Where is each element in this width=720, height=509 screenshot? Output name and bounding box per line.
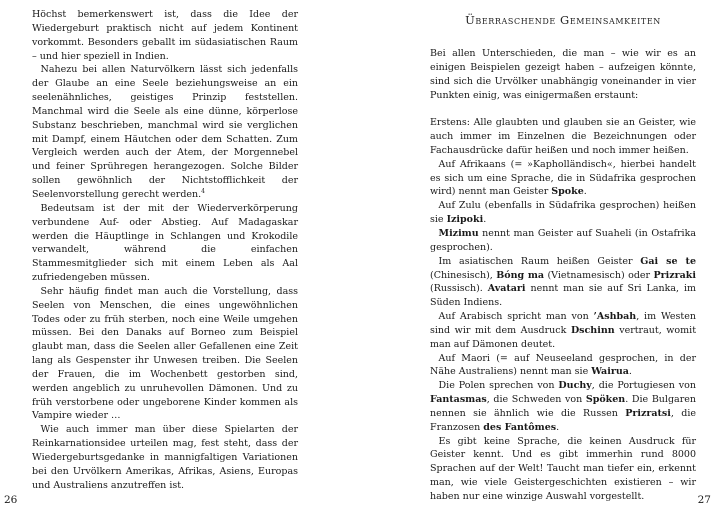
term: Izipoki [446, 214, 484, 226]
right-page [360, 0, 720, 509]
paragraph: Sehr häufig findet man auch die Vorstellung, dass Seelen von Menschen, die eines ungewöhnlichen Todes oder zu früh sterben, noch eine Weile umgehen müssen. Bei den Danaks auf Borneo zum Beispiel glaubt man, dass die Seelen aller Gefallenen eine Zeit lang als Gespenster ihr Unwesen treiben. Die Seelen der Frauen, die im Wochenbett gestorben sind, werden angeblich zu unruhevollen Dämonen. Und zu früh verstorbene oder ungeborene Kinder kommen als Vampire wieder … [32, 285, 298, 422]
term: Mizimu [438, 227, 479, 239]
term: Spöken [585, 394, 626, 406]
page-number: 27 [697, 494, 711, 506]
intro-paragraph: Bei allen Unterschieden, die man – wie wir es an einigen Beispielen gezeigt haben – aufzeigen könnte, sind sich die Urvölker unabhängig voneinander in vier Punkten einig, was einigermaßen erstaunt: [430, 48, 696, 101]
term: Fantasmas [430, 394, 487, 406]
paragraph: Mizimu nennt man Geister auf Suaheli (in Ostafrika gesprochen). [430, 227, 696, 253]
term: Avatari [487, 283, 526, 295]
footnote-marker[interactable]: 4 [201, 187, 205, 195]
term: Prizratsi [625, 407, 671, 419]
paragraph: Höchst bemerkenswert ist, dass die Idee der Wiedergeburt praktisch nicht auf jedem Kontinent vorkommt. Besonders geballt im südasiatischen Raum – und hier speziell in Indien. [32, 9, 298, 62]
paragraph: Bedeutsam ist der mit der Wiederverkörperung verbundene Auf- oder Abstieg. Auf Madagaskar werden die Häuptlinge in Schlangen und Krokodile verwandelt, während die einfachen Stammesmitglieder sich mit einem Leben als Aal zufriedengeben müssen. [32, 202, 298, 284]
paragraph: Auf Zulu (ebenfalls in Südafrika gesprochen) heißen sie Izipoki. [430, 200, 696, 226]
paragraph: Die Polen sprechen von Duchy, die Portugiesen von Fantasmas, die Schweden von Spöken. Die Bulgaren nennen sie ähnlich wie die Russen Prizratsi, die Franzosen des Fantômes. [430, 380, 696, 433]
page-number: 26 [4, 494, 18, 506]
term: Bóng ma [496, 269, 545, 281]
paragraph: Nahezu bei allen Naturvölkern lässt sich jedenfalls der Glaube an eine Seele beziehungsweise an ein seelenähnliches, geistiges Prinzip feststellen. Manchmal wird die Seele als eine dünne, körperlose Substanz beschrieben, manchmal wird sie verglichen mit Dampf, einem Häutchen oder dem Schatten. Zum Vergleich werden auch der Atem, der Morgennebel und feiner Sprühregen herangezogen. Solche Bilder sollen gewöhnlich der Nichtstofflichkeit der Seelenvorstellung gerecht werden.$^4$ [32, 64, 298, 200]
paragraph: Auf Maori (= auf Neuseeland gesprochen, in der Nähe Australiens) nennt man sie Wairua. [430, 352, 696, 378]
paragraph: Es gibt keine Sprache, die keinen Ausdruck für Geister kennt. Und es gibt immerhin rund 8000 Sprachen auf der Welt! Taucht man tiefer ein, erkennt man, wie viele Geistergeschichten existieren – wir haben nur eine winzige Auswahl vorgestellt. [430, 435, 696, 502]
paragraph: Im asiatischen Raum heißen Geister Gai se te (Chinesisch), Bóng ma (Vietnamesisch) oder Prizraki (Russisch). Avatari nennt man sie auf Sri Lanka, im Süden Indiens. [430, 255, 696, 309]
term: des Fantômes [483, 421, 557, 433]
term: Gai se te [640, 255, 696, 267]
section-heading: Überraschende Gemeinsamkeiten [465, 13, 661, 27]
paragraph: Auf Arabisch spricht man von ’Ashbah, im Westen sind wir mit dem Ausdruck Dschinn vertraut, womit man auf Dämonen deutet. [430, 311, 697, 350]
right-text-column [430, 47, 696, 504]
paragraph: Wie auch immer man über diese Spielarten der Reinkarnationsidee urteilen mag, fest steht, dass der Wiedergeburtsgedanke in mannigfaltigen Variationen bei den Urvölkern Amerikas, Afrikas, Asiens, Europas und Australiens anzutreffen ist. [32, 424, 298, 491]
left-text-column [32, 8, 298, 493]
term: Duchy [558, 380, 592, 392]
paragraph: Erstens: Alle glaubten und glauben sie an Geister, wie auch immer im Einzelnen die Bezeichnungen oder Fachausdrücke dafür heißen und noch immer heißen. [430, 117, 696, 156]
paragraph: Auf Afrikaans (= »Kapholländisch«, hierbei handelt es sich um eine Sprache, die in Südafrika gesprochen wird) nennt man Geister Spoke. [430, 158, 696, 198]
term: Dschinn [570, 324, 615, 336]
term: Prizraki [653, 269, 696, 281]
term: Wairua [591, 366, 629, 378]
term: Spoke [551, 186, 584, 198]
term: ’Ashbah [593, 311, 637, 323]
